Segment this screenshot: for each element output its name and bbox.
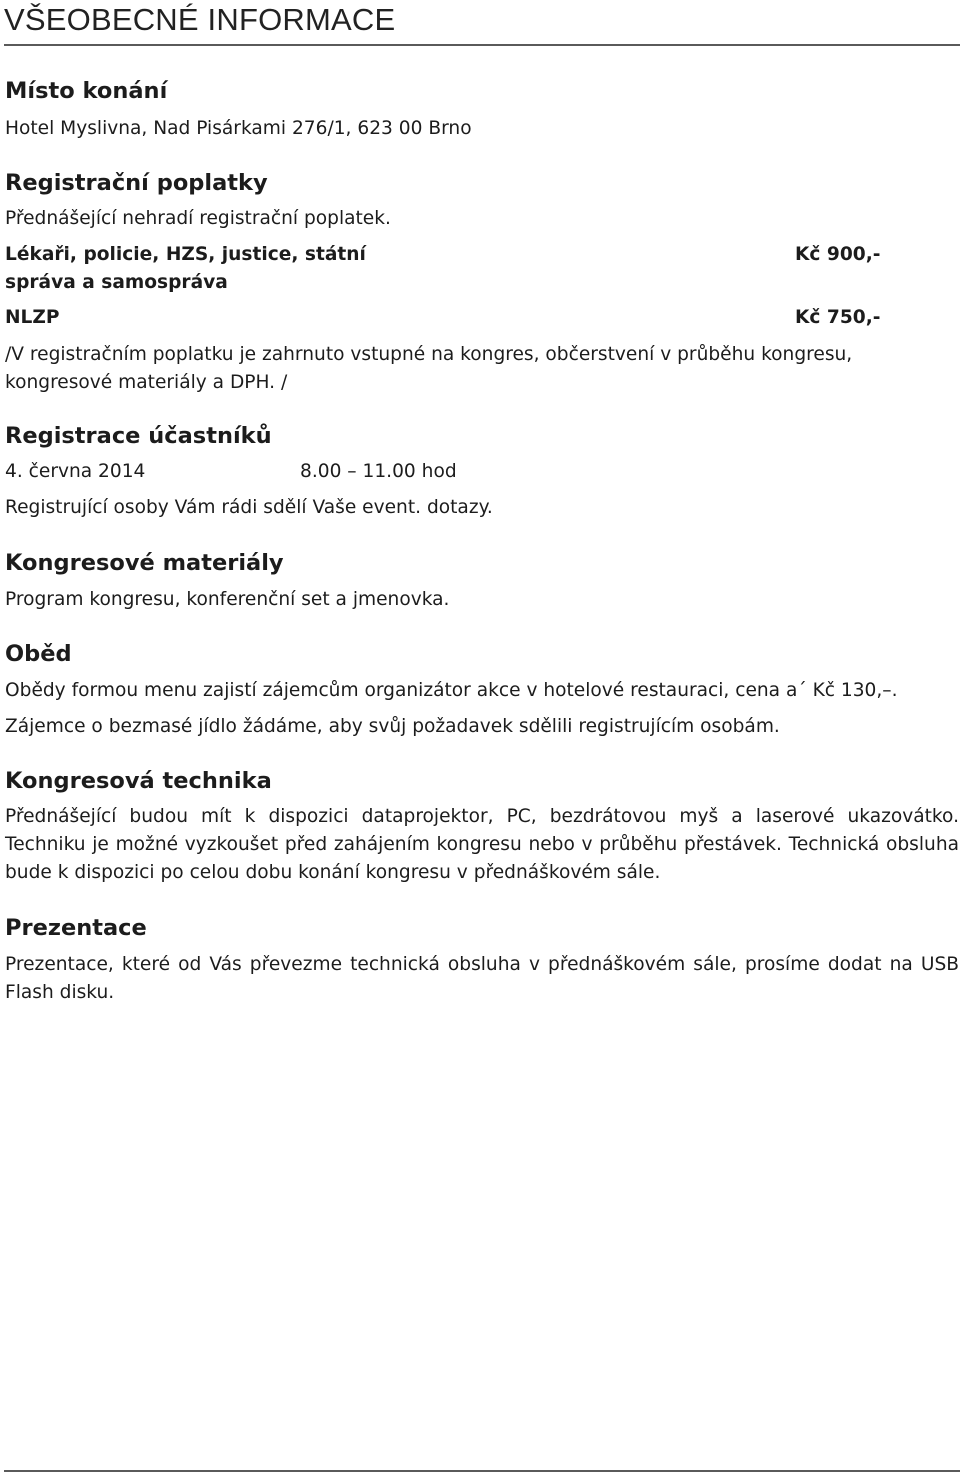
fee-row2-price: Kč 750,- (795, 307, 881, 328)
presentation-text: Prezentace, které od Vás převezme technická obsluha v přednáškovém sále, prosíme dodat na USB Flash disku. (5, 954, 959, 1004)
technology-heading: Kongresová technika (5, 768, 272, 794)
venue-heading: Místo konání (5, 78, 168, 104)
lunch-heading: Oběd (5, 641, 72, 667)
fees-speakers-note: Přednášející nehradí registrační poplatek. (5, 208, 391, 229)
fee-row1-label-line2: správa a samospráva (5, 272, 228, 293)
fees-note-line2: kongresové materiály a DPH. / (5, 372, 288, 393)
registration-date: 4. června 2014 (5, 461, 146, 482)
registration-heading: Registrace účastníků (5, 423, 272, 449)
registration-time: 8.00 – 11.00 hod (300, 461, 457, 482)
fee-row2-label: NLZP (5, 307, 60, 328)
materials-heading: Kongresové materiály (5, 550, 284, 576)
page-title: VŠEOBECNÉ INFORMACE (4, 2, 396, 37)
lunch-line2: Zájemce o bezmasé jídlo žádáme, aby svůj požadavek sdělili registrujícím osobám. (5, 716, 780, 737)
registration-note: Registrující osoby Vám rádi sdělí Vaše event. dotazy. (5, 497, 493, 518)
fees-heading: Registrační poplatky (5, 170, 268, 196)
fees-note-line1: /V registračním poplatku je zahrnuto vstupné na kongres, občerstvení v průběhu kongresu, (5, 344, 853, 365)
footer-divider (4, 1470, 960, 1472)
fee-row1-label-line1: Lékaři, policie, HZS, justice, státní (5, 244, 366, 265)
presentation-heading: Prezentace (5, 915, 147, 941)
lunch-line1: Obědy formou menu zajistí zájemcům organizátor akce v hotelové restauraci, cena a´ Kč 130,–. (5, 680, 898, 701)
title-divider (4, 44, 960, 46)
venue-address: Hotel Myslivna, Nad Pisárkami 276/1, 623 00 Brno (5, 118, 472, 139)
technology-text: Přednášející budou mít k dispozici dataprojektor, PC, bezdrátovou myš a laserové ukazovátko. Techniku je možné vyzkoušet před zahájením kongresu nebo v průběhu přestávek. Technická obsluha bude k dispozici po celou dobu konání kongresu v přednáškovém sále. (5, 806, 959, 884)
materials-text: Program kongresu, konferenční set a jmenovka. (5, 589, 450, 610)
fee-row1-price: Kč 900,- (795, 244, 881, 265)
